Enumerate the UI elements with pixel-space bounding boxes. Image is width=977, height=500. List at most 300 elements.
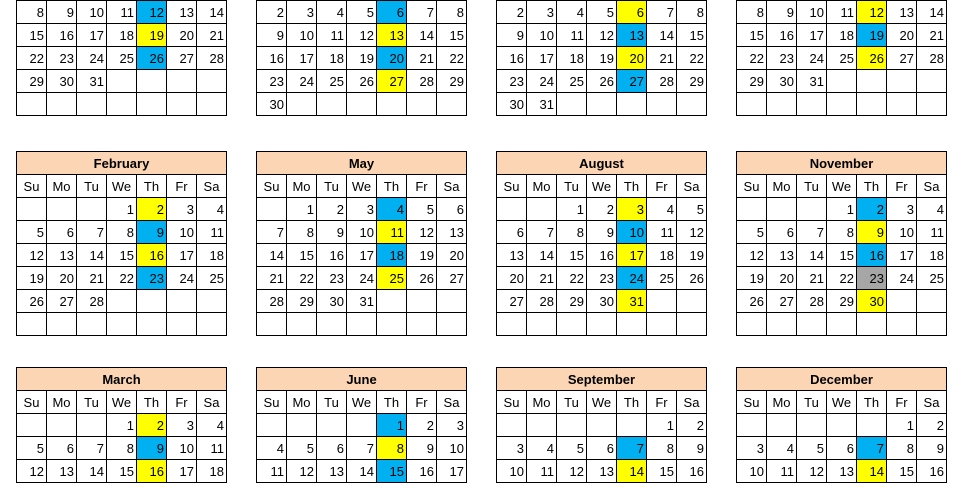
- day-cell: 1: [377, 414, 407, 437]
- weekday-header: Th: [377, 391, 407, 414]
- day-cell: 30: [767, 70, 797, 93]
- day-cell: 29: [737, 70, 767, 93]
- day-cell: 24: [887, 267, 917, 290]
- empty-day-cell: [767, 198, 797, 221]
- day-cell: 3: [167, 198, 197, 221]
- empty-day-cell: [647, 290, 677, 313]
- day-cell: 12: [407, 221, 437, 244]
- empty-day-cell: [437, 313, 467, 336]
- empty-day-cell: [497, 414, 527, 437]
- day-cell: 21: [647, 47, 677, 70]
- day-cell: 22: [827, 267, 857, 290]
- day-cell: 25: [647, 267, 677, 290]
- empty-day-cell: [137, 93, 167, 116]
- day-cell: 24: [527, 70, 557, 93]
- day-cell: 8: [377, 437, 407, 460]
- day-cell: 10: [167, 221, 197, 244]
- empty-day-cell: [737, 198, 767, 221]
- weekday-header: Th: [137, 391, 167, 414]
- day-cell: 4: [257, 437, 287, 460]
- weekday-header: Sa: [437, 391, 467, 414]
- empty-day-cell: [167, 290, 197, 313]
- day-cell: 5: [287, 437, 317, 460]
- weekday-header: Tu: [797, 391, 827, 414]
- day-cell: 16: [857, 244, 887, 267]
- day-cell: 12: [737, 244, 767, 267]
- day-cell: 14: [77, 460, 107, 483]
- day-cell: 8: [107, 221, 137, 244]
- day-cell: 1: [887, 414, 917, 437]
- empty-day-cell: [887, 70, 917, 93]
- day-cell: 19: [347, 47, 377, 70]
- day-cell: 4: [557, 1, 587, 24]
- day-cell: 6: [497, 221, 527, 244]
- weekday-header: Sa: [437, 175, 467, 198]
- day-cell: 18: [107, 24, 137, 47]
- weekday-header: Su: [497, 391, 527, 414]
- day-cell: 20: [887, 24, 917, 47]
- day-cell: 17: [77, 24, 107, 47]
- day-cell: 25: [197, 267, 227, 290]
- day-cell: 22: [17, 47, 47, 70]
- day-cell: 10: [527, 24, 557, 47]
- day-cell: 26: [587, 70, 617, 93]
- empty-day-cell: [287, 313, 317, 336]
- weekday-header: Sa: [917, 391, 947, 414]
- day-cell: 11: [767, 460, 797, 483]
- empty-day-cell: [617, 313, 647, 336]
- day-cell: 4: [377, 198, 407, 221]
- weekday-header: Tu: [77, 391, 107, 414]
- day-cell: 20: [497, 267, 527, 290]
- day-cell: 20: [47, 267, 77, 290]
- weekday-header: We: [827, 391, 857, 414]
- day-cell: 15: [107, 244, 137, 267]
- day-cell: 22: [557, 267, 587, 290]
- day-cell: 25: [317, 70, 347, 93]
- day-cell: 5: [557, 437, 587, 460]
- empty-day-cell: [827, 70, 857, 93]
- day-cell: 10: [287, 24, 317, 47]
- empty-day-cell: [47, 93, 77, 116]
- day-cell: 1: [647, 414, 677, 437]
- day-cell: 10: [737, 460, 767, 483]
- day-cell: 27: [377, 70, 407, 93]
- day-cell: 15: [557, 244, 587, 267]
- day-cell: 13: [317, 460, 347, 483]
- day-cell: 10: [167, 437, 197, 460]
- day-cell: 26: [677, 267, 707, 290]
- empty-day-cell: [17, 414, 47, 437]
- empty-day-cell: [407, 290, 437, 313]
- day-cell: 30: [317, 290, 347, 313]
- empty-day-cell: [587, 93, 617, 116]
- day-cell: 23: [137, 267, 167, 290]
- day-cell: 28: [917, 47, 947, 70]
- weekday-header: Su: [257, 175, 287, 198]
- day-cell: 23: [857, 267, 887, 290]
- day-cell: 2: [857, 198, 887, 221]
- day-cell: 15: [677, 24, 707, 47]
- day-cell: 8: [827, 221, 857, 244]
- weekday-header: Fr: [407, 175, 437, 198]
- day-cell: 6: [437, 198, 467, 221]
- day-cell: 13: [377, 24, 407, 47]
- empty-day-cell: [917, 70, 947, 93]
- day-cell: 17: [617, 244, 647, 267]
- day-cell: 19: [137, 24, 167, 47]
- day-cell: 7: [857, 437, 887, 460]
- weekday-header: Th: [137, 175, 167, 198]
- day-cell: 6: [587, 437, 617, 460]
- day-cell: 27: [887, 47, 917, 70]
- month-calendar-december: [736, 367, 947, 483]
- day-cell: 26: [407, 267, 437, 290]
- day-cell: 5: [587, 1, 617, 24]
- month-calendar-february: [16, 151, 227, 336]
- day-cell: 4: [317, 1, 347, 24]
- empty-day-cell: [827, 93, 857, 116]
- day-cell: 16: [767, 24, 797, 47]
- day-cell: 26: [17, 290, 47, 313]
- day-cell: 11: [557, 24, 587, 47]
- empty-day-cell: [767, 93, 797, 116]
- weekday-header: Tu: [317, 391, 347, 414]
- day-cell: 7: [347, 437, 377, 460]
- weekday-header: We: [827, 175, 857, 198]
- weekday-header: We: [347, 175, 377, 198]
- day-cell: 15: [287, 244, 317, 267]
- day-cell: 11: [827, 1, 857, 24]
- day-cell: 27: [497, 290, 527, 313]
- weekday-header: Fr: [887, 175, 917, 198]
- day-cell: 29: [437, 70, 467, 93]
- empty-day-cell: [527, 414, 557, 437]
- empty-day-cell: [767, 313, 797, 336]
- day-cell: 11: [647, 221, 677, 244]
- day-cell: 6: [617, 1, 647, 24]
- day-cell: 21: [917, 24, 947, 47]
- weekday-header: Sa: [917, 175, 947, 198]
- day-cell: 8: [437, 1, 467, 24]
- day-cell: 1: [107, 414, 137, 437]
- day-cell: 10: [617, 221, 647, 244]
- day-cell: 28: [197, 47, 227, 70]
- day-cell: 13: [827, 460, 857, 483]
- empty-day-cell: [47, 198, 77, 221]
- day-cell: 15: [17, 24, 47, 47]
- day-cell: 11: [197, 221, 227, 244]
- empty-day-cell: [257, 198, 287, 221]
- empty-day-cell: [587, 313, 617, 336]
- month-title: March: [16, 367, 227, 390]
- day-cell: 12: [287, 460, 317, 483]
- day-cell: 19: [677, 244, 707, 267]
- day-cell: 11: [917, 221, 947, 244]
- day-cell: 28: [647, 70, 677, 93]
- day-cell: 16: [587, 244, 617, 267]
- day-cell: 23: [497, 70, 527, 93]
- day-cell: 7: [407, 1, 437, 24]
- day-cell: 10: [497, 460, 527, 483]
- day-cell: 7: [77, 437, 107, 460]
- weekday-header: Fr: [647, 391, 677, 414]
- empty-day-cell: [827, 313, 857, 336]
- day-cell: 22: [677, 47, 707, 70]
- day-cell: 9: [137, 221, 167, 244]
- empty-day-cell: [557, 414, 587, 437]
- weekday-header: Tu: [797, 175, 827, 198]
- empty-day-cell: [17, 198, 47, 221]
- day-cell: 3: [497, 437, 527, 460]
- day-cell: 20: [617, 47, 647, 70]
- day-cell: 5: [17, 221, 47, 244]
- day-cell: 15: [377, 460, 407, 483]
- day-cell: 8: [677, 1, 707, 24]
- empty-day-cell: [857, 313, 887, 336]
- weekday-header: Tu: [317, 175, 347, 198]
- day-cell: 1: [557, 198, 587, 221]
- empty-day-cell: [857, 70, 887, 93]
- day-cell: 7: [257, 221, 287, 244]
- empty-day-cell: [857, 93, 887, 116]
- day-cell: 12: [797, 460, 827, 483]
- empty-day-cell: [647, 313, 677, 336]
- day-cell: 14: [407, 24, 437, 47]
- day-cell: 29: [677, 70, 707, 93]
- empty-day-cell: [437, 290, 467, 313]
- day-cell: 6: [47, 437, 77, 460]
- day-cell: 14: [857, 460, 887, 483]
- day-cell: 8: [887, 437, 917, 460]
- weekday-header: Mo: [47, 391, 77, 414]
- day-cell: 16: [257, 47, 287, 70]
- empty-day-cell: [197, 313, 227, 336]
- weekday-header: Sa: [197, 391, 227, 414]
- month-title: November: [736, 151, 947, 174]
- empty-day-cell: [287, 414, 317, 437]
- weekday-header: Sa: [197, 175, 227, 198]
- empty-day-cell: [317, 93, 347, 116]
- day-cell: 13: [167, 1, 197, 24]
- day-cell: 30: [497, 93, 527, 116]
- empty-day-cell: [917, 290, 947, 313]
- day-cell: 5: [737, 221, 767, 244]
- day-cell: 6: [47, 221, 77, 244]
- day-cell: 7: [77, 221, 107, 244]
- month-grid: [16, 174, 227, 336]
- day-cell: 20: [437, 244, 467, 267]
- month-grid: [256, 390, 467, 483]
- day-cell: 6: [827, 437, 857, 460]
- day-cell: 4: [647, 198, 677, 221]
- month-title: August: [496, 151, 707, 174]
- empty-day-cell: [167, 70, 197, 93]
- day-cell: 9: [47, 1, 77, 24]
- day-cell: 17: [167, 244, 197, 267]
- day-cell: 24: [797, 47, 827, 70]
- day-cell: 2: [317, 198, 347, 221]
- month-grid: [16, 390, 227, 483]
- day-cell: 16: [407, 460, 437, 483]
- day-cell: 24: [287, 70, 317, 93]
- day-cell: 22: [737, 47, 767, 70]
- empty-day-cell: [617, 93, 647, 116]
- day-cell: 16: [317, 244, 347, 267]
- day-cell: 5: [407, 198, 437, 221]
- weekday-header: Mo: [527, 175, 557, 198]
- weekday-header: Th: [857, 175, 887, 198]
- month-grid: [256, 174, 467, 336]
- day-cell: 10: [797, 1, 827, 24]
- day-cell: 14: [77, 244, 107, 267]
- empty-day-cell: [257, 313, 287, 336]
- weekday-header: Tu: [557, 175, 587, 198]
- empty-day-cell: [437, 93, 467, 116]
- day-cell: 1: [827, 198, 857, 221]
- empty-day-cell: [197, 290, 227, 313]
- day-cell: 31: [77, 70, 107, 93]
- day-cell: 4: [197, 414, 227, 437]
- day-cell: 17: [347, 244, 377, 267]
- empty-day-cell: [887, 93, 917, 116]
- day-cell: 7: [527, 221, 557, 244]
- empty-day-cell: [677, 313, 707, 336]
- empty-day-cell: [857, 414, 887, 437]
- day-cell: 25: [827, 47, 857, 70]
- empty-day-cell: [617, 414, 647, 437]
- empty-day-cell: [287, 93, 317, 116]
- empty-day-cell: [827, 414, 857, 437]
- month-calendar-partial-3: [736, 0, 947, 116]
- day-cell: 12: [557, 460, 587, 483]
- weekday-header: Su: [17, 391, 47, 414]
- day-cell: 7: [617, 437, 647, 460]
- day-cell: 13: [47, 460, 77, 483]
- day-cell: 21: [527, 267, 557, 290]
- day-cell: 24: [617, 267, 647, 290]
- day-cell: 23: [767, 47, 797, 70]
- weekday-header: Tu: [77, 175, 107, 198]
- empty-day-cell: [347, 93, 377, 116]
- day-cell: 18: [317, 47, 347, 70]
- day-cell: 23: [47, 47, 77, 70]
- day-cell: 26: [347, 70, 377, 93]
- day-cell: 13: [497, 244, 527, 267]
- weekday-header: Th: [617, 175, 647, 198]
- day-cell: 28: [77, 290, 107, 313]
- day-cell: 12: [137, 1, 167, 24]
- empty-day-cell: [527, 198, 557, 221]
- day-cell: 8: [17, 1, 47, 24]
- day-cell: 9: [857, 221, 887, 244]
- day-cell: 26: [137, 47, 167, 70]
- day-cell: 29: [827, 290, 857, 313]
- empty-day-cell: [137, 290, 167, 313]
- day-cell: 22: [287, 267, 317, 290]
- empty-day-cell: [797, 198, 827, 221]
- empty-day-cell: [407, 313, 437, 336]
- day-cell: 6: [377, 1, 407, 24]
- day-cell: 9: [137, 437, 167, 460]
- day-cell: 27: [617, 70, 647, 93]
- day-cell: 4: [917, 198, 947, 221]
- day-cell: 21: [407, 47, 437, 70]
- day-cell: 8: [557, 221, 587, 244]
- day-cell: 22: [107, 267, 137, 290]
- empty-day-cell: [107, 93, 137, 116]
- day-cell: 15: [437, 24, 467, 47]
- day-cell: 16: [497, 47, 527, 70]
- month-calendar-september: [496, 367, 707, 483]
- weekday-header: Th: [617, 391, 647, 414]
- weekday-header: Th: [857, 391, 887, 414]
- weekday-header: Mo: [287, 391, 317, 414]
- day-cell: 5: [797, 437, 827, 460]
- day-cell: 19: [737, 267, 767, 290]
- empty-day-cell: [917, 93, 947, 116]
- weekday-header: Mo: [527, 391, 557, 414]
- day-cell: 18: [647, 244, 677, 267]
- day-cell: 9: [317, 221, 347, 244]
- day-cell: 3: [287, 1, 317, 24]
- day-cell: 16: [677, 460, 707, 483]
- day-cell: 27: [47, 290, 77, 313]
- empty-day-cell: [347, 313, 377, 336]
- empty-day-cell: [557, 93, 587, 116]
- day-cell: 13: [47, 244, 77, 267]
- day-cell: 10: [887, 221, 917, 244]
- day-cell: 23: [257, 70, 287, 93]
- day-cell: 9: [407, 437, 437, 460]
- day-cell: 18: [557, 47, 587, 70]
- empty-day-cell: [107, 313, 137, 336]
- day-cell: 15: [887, 460, 917, 483]
- empty-day-cell: [377, 313, 407, 336]
- month-calendar-partial-0: [16, 0, 227, 116]
- day-cell: 17: [527, 47, 557, 70]
- day-cell: 5: [677, 198, 707, 221]
- empty-day-cell: [587, 414, 617, 437]
- weekday-header: Su: [737, 175, 767, 198]
- day-cell: 20: [167, 24, 197, 47]
- day-cell: 19: [857, 24, 887, 47]
- empty-day-cell: [17, 313, 47, 336]
- empty-day-cell: [167, 313, 197, 336]
- day-cell: 14: [257, 244, 287, 267]
- empty-day-cell: [737, 414, 767, 437]
- empty-day-cell: [767, 414, 797, 437]
- day-cell: 28: [257, 290, 287, 313]
- weekday-header: We: [347, 391, 377, 414]
- month-title: May: [256, 151, 467, 174]
- day-cell: 30: [857, 290, 887, 313]
- month-grid: [496, 390, 707, 483]
- day-cell: 26: [737, 290, 767, 313]
- month-grid: [496, 174, 707, 336]
- day-cell: 29: [17, 70, 47, 93]
- day-cell: 5: [17, 437, 47, 460]
- empty-day-cell: [797, 313, 827, 336]
- day-cell: 15: [827, 244, 857, 267]
- month-grid: [16, 0, 227, 116]
- day-cell: 14: [617, 460, 647, 483]
- empty-day-cell: [677, 93, 707, 116]
- day-cell: 3: [437, 414, 467, 437]
- day-cell: 21: [197, 24, 227, 47]
- day-cell: 7: [797, 221, 827, 244]
- empty-day-cell: [407, 93, 437, 116]
